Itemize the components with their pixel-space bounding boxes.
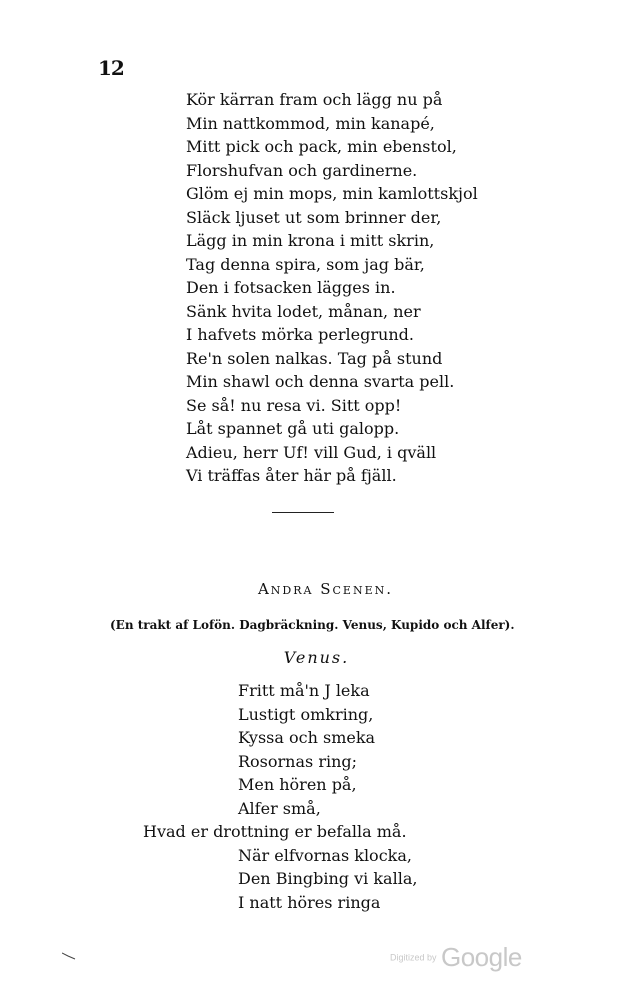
verse-line: Släck ljuset ut som brinner der, — [186, 207, 442, 227]
speaker-name: Venus. — [283, 648, 350, 667]
stage-direction: (En trakt af Lofön. Dagbräckning. Venus, Kupido och Alfer). — [110, 618, 515, 632]
verse-line: Re'n solen nalkas. Tag på stund — [186, 348, 443, 368]
verse-line: Men hören på, — [238, 775, 357, 794]
verse-line: Lustigt omkring, — [238, 704, 374, 724]
watermark-digitized-by: Digitized by — [390, 952, 437, 963]
verse-line: Mitt pick och pack, min ebenstol, — [186, 137, 457, 156]
verse-line: Alfer små, — [238, 798, 321, 818]
verse-line: Adieu, herr Uf! vill Gud, i qväll — [186, 442, 437, 462]
verse-line: Vi träffas åter här på fjäll. — [186, 466, 397, 485]
verse-line: I hafvets mörka perlegrund. — [186, 325, 414, 344]
verse-line: Glöm ej min mops, min kamlottskjol — [186, 184, 478, 203]
digitized-watermark — [390, 942, 522, 973]
verse-line: Min shawl och denna svarta pell. — [186, 372, 455, 391]
verse-line: Den i fotsacken lägges in. — [186, 278, 396, 297]
section-divider — [272, 512, 334, 513]
page-number: 12 — [98, 56, 124, 80]
scene-title: Andra Scenen. — [257, 580, 394, 598]
scan-tick-icon — [62, 952, 76, 960]
verse-line: Hvad er drottning er befalla må. — [143, 822, 407, 841]
verse-line: Tag denna spira, som jag bär, — [186, 254, 425, 274]
verse-line: Lägg in min krona i mitt skrin, — [186, 231, 435, 250]
verse-line: Rosornas ring; — [238, 751, 358, 771]
verse-line: I natt höres ringa — [238, 892, 381, 912]
verse-line: Min nattkommod, min kanapé, — [186, 113, 435, 133]
poem-stanza-2 — [143, 679, 418, 914]
verse-line: Fritt må'n J leka — [238, 681, 370, 700]
verse-line: Låt spannet gå uti galopp. — [186, 419, 400, 438]
scan-artifact-mark — [62, 952, 76, 963]
verse-line: Kyssa och smeka — [238, 728, 376, 747]
verse-line: Se så! nu resa vi. Sitt opp! — [186, 395, 402, 415]
watermark-google-logo: Google — [440, 942, 522, 972]
verse-line: Den Bingbing vi kalla, — [238, 869, 418, 888]
poem-stanza-1 — [186, 88, 478, 488]
verse-line: Sänk hvita lodet, månan, ner — [186, 301, 421, 321]
verse-line: Kör kärran fram och lägg nu på — [186, 90, 443, 109]
verse-line: Florshufvan och gardinerne. — [186, 160, 418, 180]
verse-line: När elfvornas klocka, — [238, 845, 412, 865]
